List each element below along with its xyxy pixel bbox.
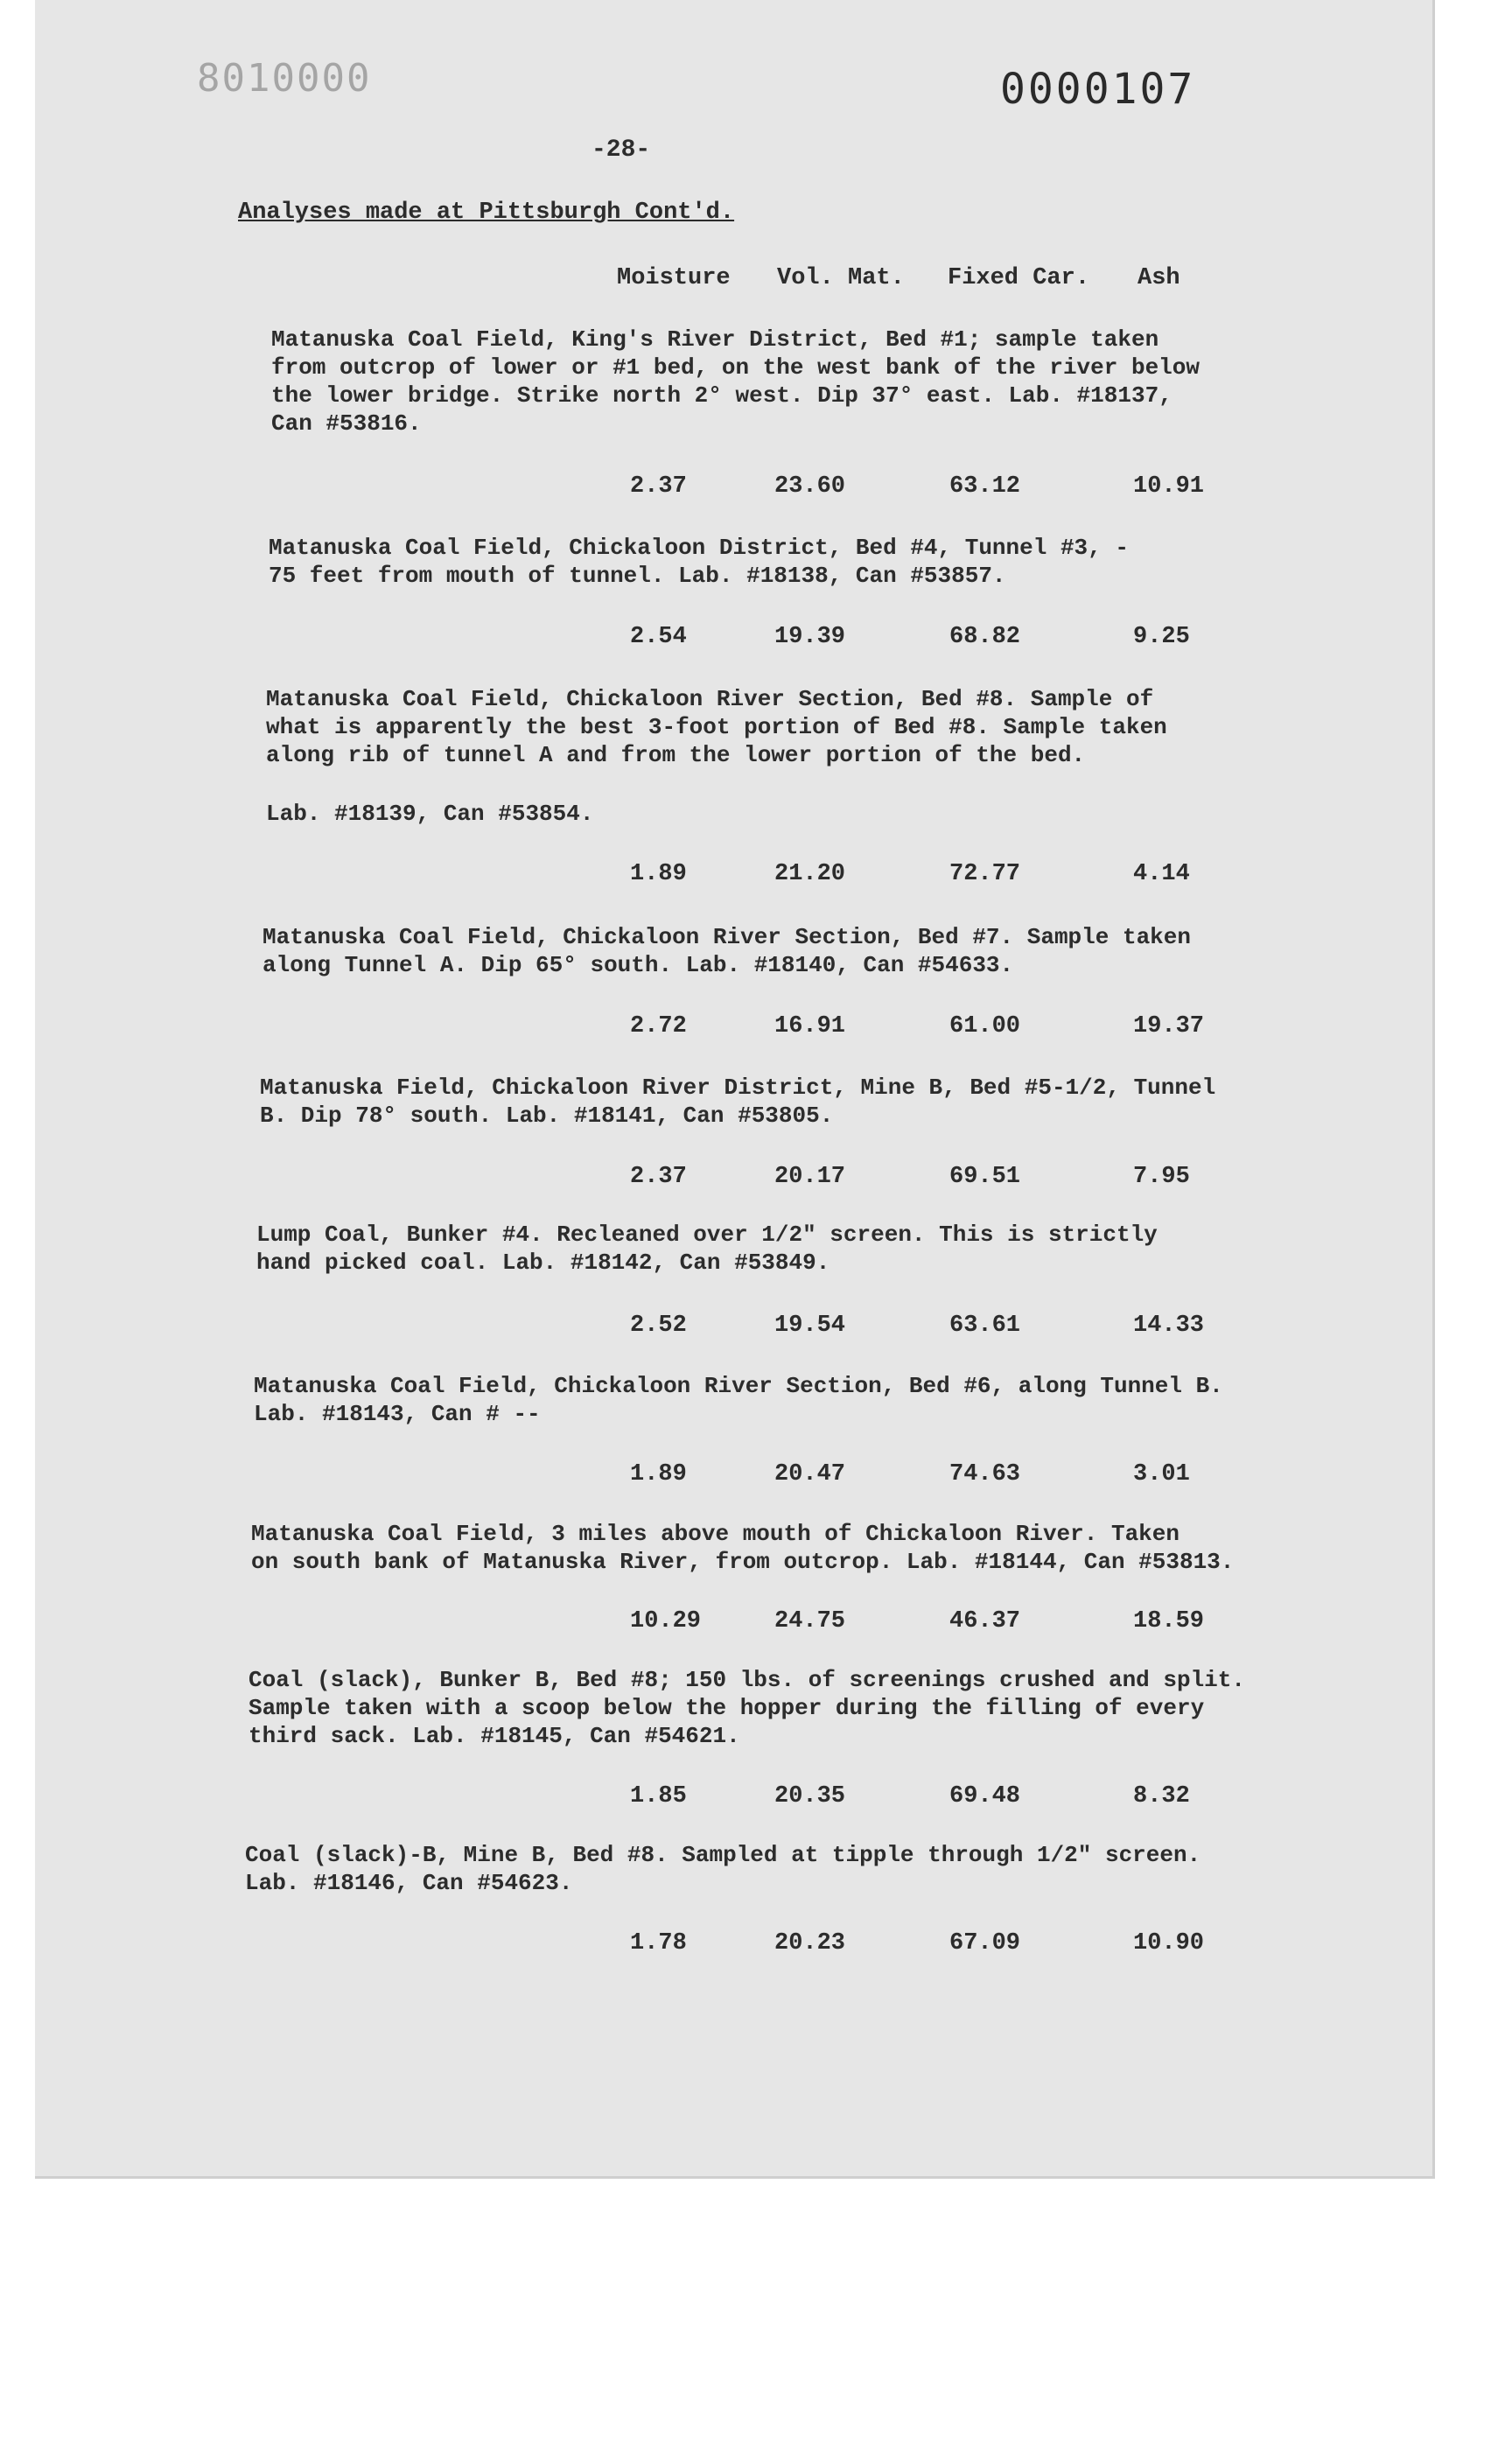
sample-description: Coal (slack)-B, Mine B, Bed #8. Sampled at tipple through 1/2" screen. Lab. #18146, Can #54623. [245,1842,1201,1896]
fixed-carbon-value: 46.37 [949,1608,1021,1634]
sample-description: Coal (slack), Bunker B, Bed #8; 150 lbs. of screenings crushed and split. Sample taken with a scoop below the hopper during the filling of every third sack. Lab. #18145, Can #54621. [248,1667,1245,1749]
fixed-carbon-value: 68.82 [949,624,1021,650]
page-number: -28- [592,136,651,164]
moisture-value: 2.37 [630,1164,687,1190]
sample-lab-reference: Lab. #18139, Can #53854. [266,801,594,827]
column-header-fixed-carbon: Fixed Car. [948,265,1090,291]
ash-value: 19.37 [1133,1013,1205,1040]
moisture-value: 1.89 [630,861,687,887]
moisture-value: 2.54 [630,624,687,650]
volatile-matter-value: 21.20 [774,861,846,887]
fixed-carbon-value: 69.48 [949,1783,1021,1810]
ash-value: 9.25 [1133,624,1190,650]
analysis-values-row [0,1783,1512,1813]
ash-value: 4.14 [1133,861,1190,887]
analysis-values-row [0,1312,1512,1342]
moisture-value: 1.85 [630,1783,687,1810]
fixed-carbon-value: 63.12 [949,473,1021,500]
moisture-value: 1.89 [630,1461,687,1488]
ash-value: 3.01 [1133,1461,1190,1488]
fixed-carbon-value: 69.51 [949,1164,1021,1190]
analysis-values-row [0,473,1512,503]
volatile-matter-value: 20.17 [774,1164,846,1190]
fixed-carbon-value: 72.77 [949,861,1021,887]
volatile-matter-value: 20.23 [774,1930,846,1956]
sample-description: Matanuska Coal Field, Chickaloon River Section, Bed #6, along Tunnel B. Lab. #18143, Can # -- [254,1373,1223,1427]
analysis-values-row [0,1608,1512,1638]
moisture-value: 10.29 [630,1608,702,1634]
fixed-carbon-value: 67.09 [949,1930,1021,1956]
ash-value: 10.91 [1133,473,1205,500]
moisture-value: 2.72 [630,1013,687,1040]
fixed-carbon-value: 63.61 [949,1312,1021,1339]
ash-value: 14.33 [1133,1312,1205,1339]
sample-description: Matanuska Coal Field, Chickaloon District, Bed #4, Tunnel #3, - 75 feet from mouth of tunnel. Lab. #18138, Can #53857. [269,535,1129,589]
column-header-moisture: Moisture [617,265,731,291]
analysis-values-row [0,861,1512,891]
fixed-carbon-value: 74.63 [949,1461,1021,1488]
sample-description: Matanuska Coal Field, 3 miles above mouth of Chickaloon River. Taken on south bank of Matanuska River, from outcrop. Lab. #18144, Can #53813. [251,1521,1235,1575]
sample-description: Matanuska Field, Chickaloon River District, Mine B, Bed #5-1/2, Tunnel B. Dip 78° south. Lab. #18141, Can #53805. [260,1074,1216,1129]
analysis-values-row [0,1164,1512,1194]
analysis-values-row [0,1013,1512,1043]
sample-description: Matanuska Coal Field, Chickaloon River Section, Bed #7. Sample taken along Tunnel A. Dip 65° south. Lab. #18140, Can #54633. [262,924,1191,978]
volatile-matter-value: 24.75 [774,1608,846,1634]
column-header-volatile-matter: Vol. Mat. [777,265,905,291]
volatile-matter-value: 16.91 [774,1013,846,1040]
fixed-carbon-value: 61.00 [949,1013,1021,1040]
stamp-number-right: 0000107 [1000,65,1196,114]
ash-value: 18.59 [1133,1608,1205,1634]
moisture-value: 2.37 [630,473,687,500]
analysis-values-row [0,1461,1512,1491]
analysis-values-row [0,624,1512,654]
ash-value: 7.95 [1133,1164,1190,1190]
moisture-value: 1.78 [630,1930,687,1956]
sample-description: Matanuska Coal Field, King's River District, Bed #1; sample taken from outcrop of lower or #1 bed, on the west bank of the river below the lower bridge. Strike north 2° west. Dip 37° east. Lab. #18137, Can #53816. [271,326,1200,437]
volatile-matter-value: 19.39 [774,624,846,650]
moisture-value: 2.52 [630,1312,687,1339]
ash-value: 8.32 [1133,1783,1190,1810]
volatile-matter-value: 20.47 [774,1461,846,1488]
volatile-matter-value: 19.54 [774,1312,846,1339]
stamp-number-left: 8010000 [197,56,372,101]
analysis-values-row [0,1930,1512,1960]
ash-value: 10.90 [1133,1930,1205,1956]
sample-description: Lump Coal, Bunker #4. Recleaned over 1/2" screen. This is strictly hand picked coal. Lab. #18142, Can #53849. [256,1222,1158,1276]
column-header-ash: Ash [1138,265,1180,291]
section-heading: Analyses made at Pittsburgh Cont'd. [238,200,735,226]
sample-description: Matanuska Coal Field, Chickaloon River Section, Bed #8. Sample of what is apparently the best 3-foot portion of Bed #8. Sample taken along rib of tunnel A and from the lower portion of the bed. [266,686,1167,768]
volatile-matter-value: 20.35 [774,1783,846,1810]
volatile-matter-value: 23.60 [774,473,846,500]
